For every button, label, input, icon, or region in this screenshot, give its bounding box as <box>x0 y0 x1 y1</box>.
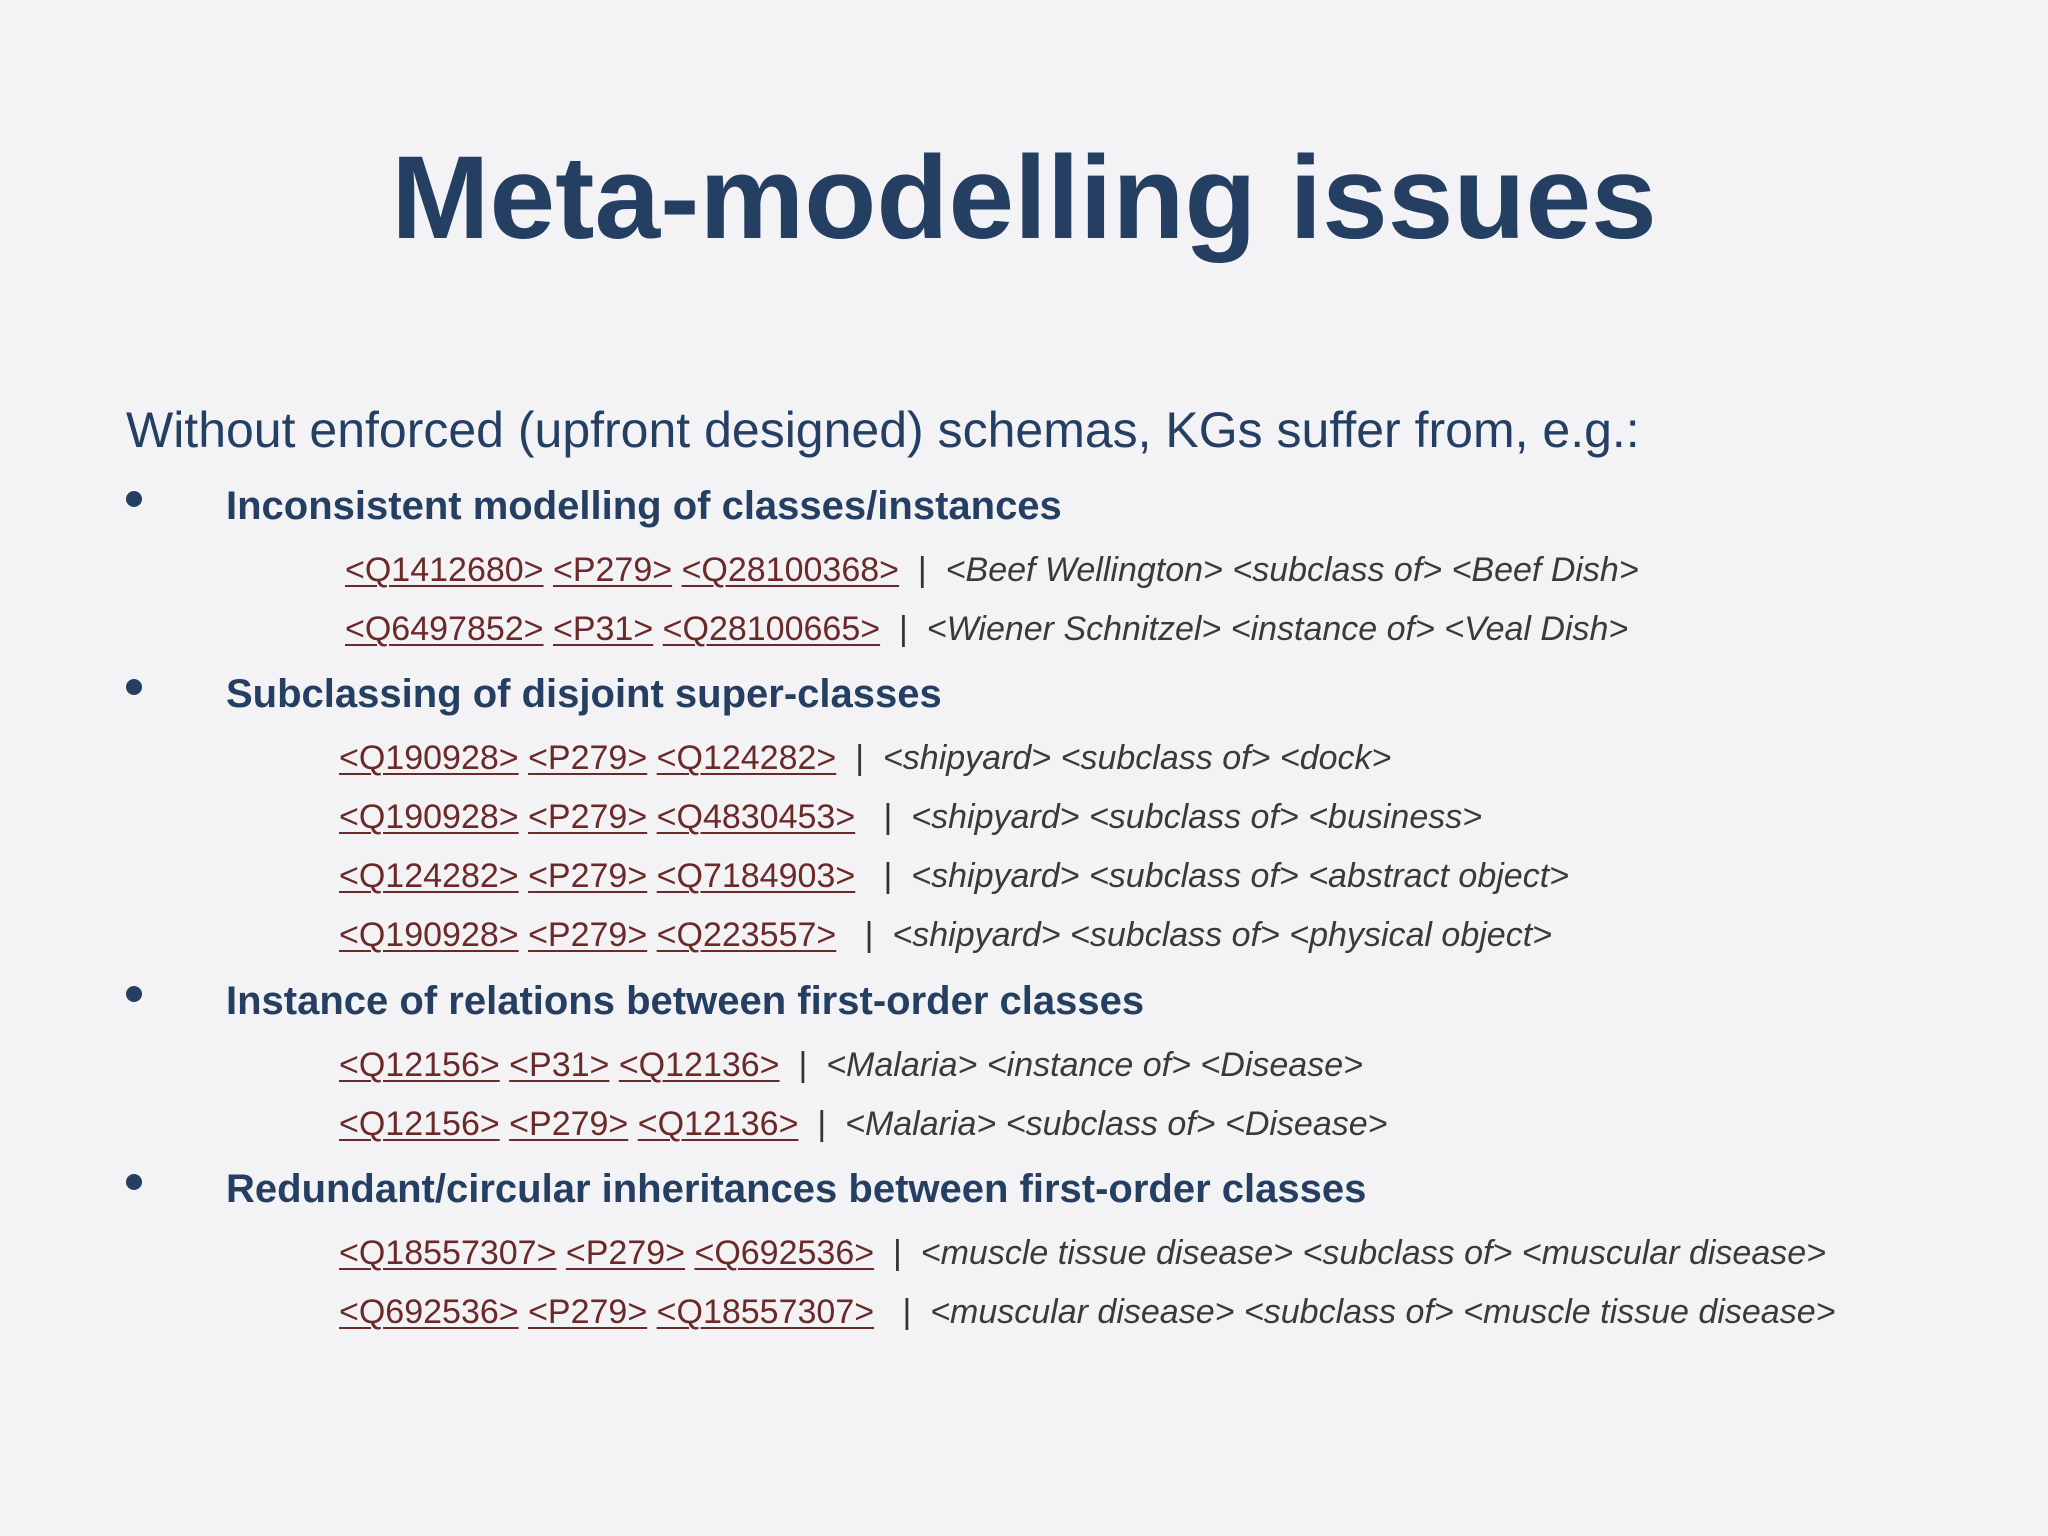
triple-gloss: <shipyard> <subclass of> <physical object> <box>892 916 1553 954</box>
triple-gloss: <shipyard> <subclass of> <dock> <box>882 739 1392 777</box>
slide-title: Meta-modelling issues <box>391 132 1657 264</box>
subject-link[interactable]: <Q12156> <box>339 1046 500 1084</box>
triple-row <box>345 606 1628 656</box>
separator: | <box>798 1046 808 1084</box>
object-link[interactable]: <Q223557> <box>656 916 837 954</box>
bullet-heading: Subclassing of disjoint super-classes <box>226 672 942 716</box>
predicate-link[interactable]: <P279> <box>528 857 648 895</box>
separator: | <box>855 739 865 777</box>
object-link[interactable]: <Q7184903> <box>656 857 856 895</box>
separator: | <box>883 798 893 836</box>
object-link[interactable]: <Q12136> <box>618 1046 780 1084</box>
predicate-link[interactable]: <P279> <box>528 739 648 777</box>
predicate-link[interactable]: <P31> <box>509 1046 610 1084</box>
triple-row <box>339 1230 1826 1280</box>
object-link[interactable]: <Q18557307> <box>656 1293 875 1331</box>
predicate-link[interactable]: <P279> <box>509 1105 629 1143</box>
bullet-dot-icon <box>126 679 142 695</box>
subject-link[interactable]: <Q18557307> <box>339 1234 557 1272</box>
separator: | <box>902 1293 912 1331</box>
bullet-heading: Redundant/circular inheritances between first-order classes <box>226 1167 1367 1211</box>
object-link[interactable]: <Q28100665> <box>662 610 881 648</box>
triple-row <box>339 1042 1363 1092</box>
separator: | <box>883 857 893 895</box>
predicate-link[interactable]: <P279> <box>552 551 673 589</box>
subject-link[interactable]: <Q1412680> <box>345 551 544 589</box>
bullet-inconsistent-modelling <box>126 481 2006 537</box>
triple-row <box>339 794 1482 844</box>
bullet-heading: Inconsistent modelling of classes/instances <box>226 484 1062 528</box>
bullet-disjoint-superclasses <box>126 669 2006 725</box>
bullet-heading: Instance of relations between first-order classes <box>226 979 1145 1023</box>
bullet-dot-icon <box>126 1174 142 1190</box>
triple-gloss: <Wiener Schnitzel> <instance of> <Veal Dish> <box>926 610 1629 648</box>
separator: | <box>864 916 874 954</box>
triple-gloss: <muscle tissue disease> <subclass of> <muscular disease> <box>920 1234 1827 1272</box>
triple-row <box>345 547 1639 597</box>
object-link[interactable]: <Q4830453> <box>656 798 856 836</box>
separator: | <box>917 551 927 589</box>
object-link[interactable]: <Q28100368> <box>681 551 899 589</box>
triple-gloss: <Beef Wellington> <subclass of> <Beef Dish> <box>945 551 1639 589</box>
triple-gloss: <shipyard> <subclass of> <business> <box>911 798 1483 836</box>
bullet-dot-icon <box>126 491 142 507</box>
subject-link[interactable]: <Q190928> <box>339 739 519 777</box>
predicate-link[interactable]: <P279> <box>528 1293 648 1331</box>
subject-link[interactable]: <Q124282> <box>339 857 519 895</box>
separator: | <box>817 1105 827 1143</box>
bullet-instance-of-relations <box>126 976 2006 1032</box>
triple-gloss: <Malaria> <instance of> <Disease> <box>826 1046 1363 1084</box>
triple-gloss: <Malaria> <subclass of> <Disease> <box>845 1105 1388 1143</box>
intro-text: Without enforced (upfront designed) schemas, KGs suffer from, e.g.: <box>126 402 1640 458</box>
predicate-link[interactable]: <P31> <box>552 610 654 648</box>
predicate-link[interactable]: <P279> <box>528 916 648 954</box>
object-link[interactable]: <Q124282> <box>656 739 837 777</box>
predicate-link[interactable]: <P279> <box>565 1234 686 1272</box>
subject-link[interactable]: <Q692536> <box>339 1293 519 1331</box>
object-link[interactable]: <Q12136> <box>637 1105 799 1143</box>
triple-gloss: <shipyard> <subclass of> <abstract object> <box>911 857 1570 895</box>
triple-row <box>339 1101 1388 1151</box>
bullet-dot-icon <box>126 986 142 1002</box>
bullet-redundant-inheritances <box>126 1164 2006 1220</box>
triple-gloss: <muscular disease> <subclass of> <muscle tissue disease> <box>930 1293 1836 1331</box>
separator: | <box>899 610 908 648</box>
object-link[interactable]: <Q692536> <box>694 1234 875 1272</box>
triple-row <box>339 912 1552 962</box>
triple-row <box>339 735 1391 785</box>
separator: | <box>893 1234 902 1272</box>
subject-link[interactable]: <Q12156> <box>339 1105 500 1143</box>
subject-link[interactable]: <Q190928> <box>339 798 519 836</box>
subject-link[interactable]: <Q190928> <box>339 916 519 954</box>
predicate-link[interactable]: <P279> <box>528 798 648 836</box>
triple-row <box>339 853 1569 903</box>
subject-link[interactable]: <Q6497852> <box>345 610 544 648</box>
triple-row <box>339 1289 1835 1339</box>
